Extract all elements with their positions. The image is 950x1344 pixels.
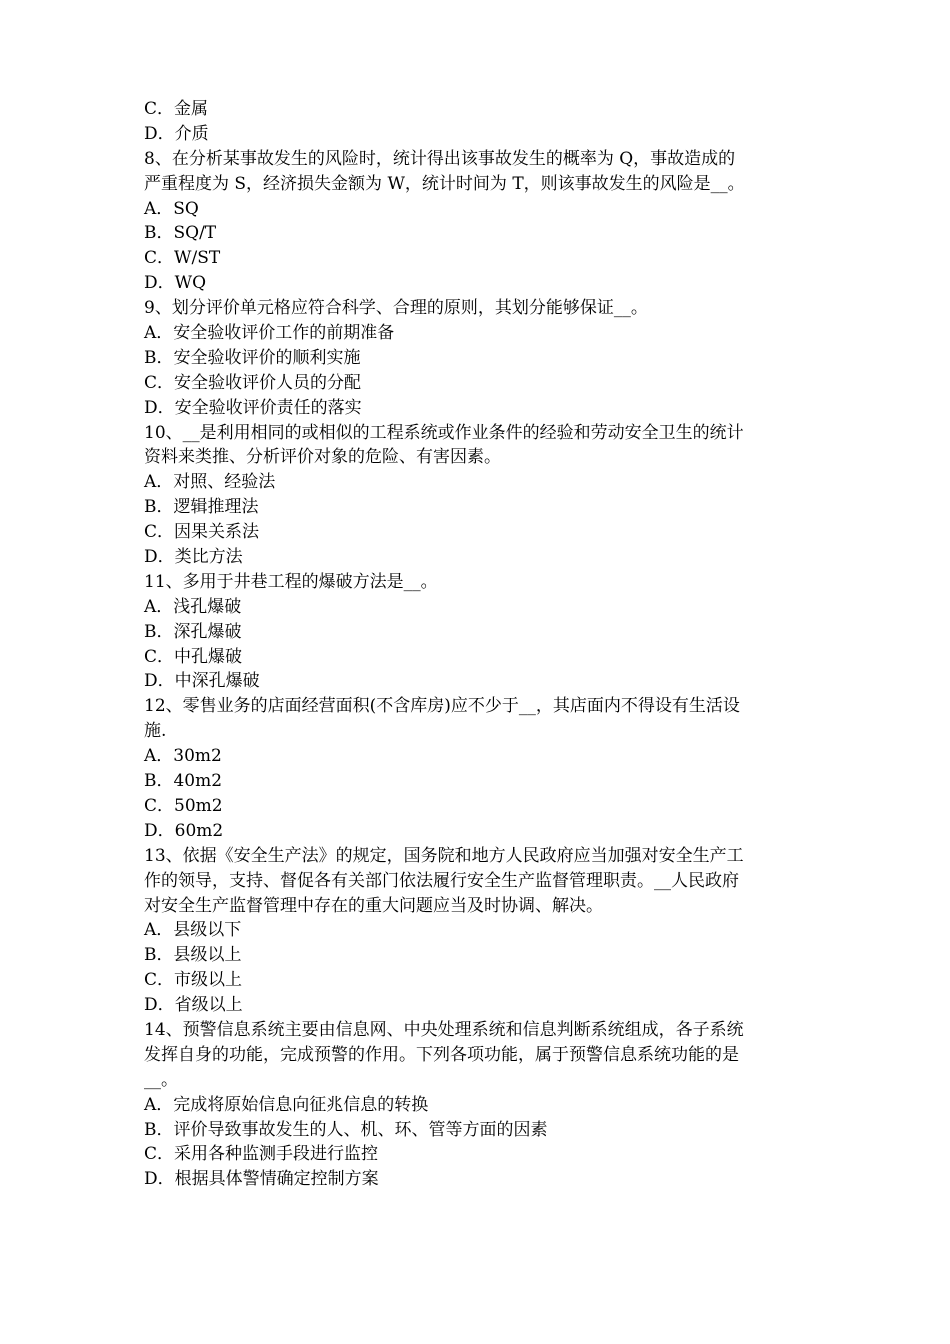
option-line: B．安全验收评价的顺利实施 xyxy=(144,347,361,368)
option-line: A．SQ xyxy=(144,198,199,219)
option-line: A．浅孔爆破 xyxy=(144,596,242,617)
option-line: C．因果关系法 xyxy=(144,522,260,543)
option-line: A．安全验收评价工作的前期准备 xyxy=(144,323,395,344)
option-line: C．50m2 xyxy=(144,795,223,816)
question-line: 12、零售业务的店面经营面积(不含库房)应不少于__，其店面内不得设有生活设 xyxy=(144,696,740,717)
option-line: D．安全验收评价责任的落实 xyxy=(144,397,362,418)
option-line: D．省级以上 xyxy=(144,995,243,1016)
question-line: 14、预警信息系统主要由信息网、中央处理系统和信息判断系统组成，各子系统 xyxy=(144,1019,744,1040)
option-line: D．类比方法 xyxy=(144,547,243,568)
question-line: 对安全生产监督管理中存在的重大问题应当及时协调、解决。 xyxy=(144,895,603,916)
option-line: A．县级以下 xyxy=(144,920,242,941)
option-line: B．评价导致事故发生的人、机、环、管等方面的因素 xyxy=(144,1119,548,1140)
question-line: 作的领导，支持、督促各有关部门依法履行安全生产监督管理职责。__人民政府 xyxy=(144,870,739,891)
option-line: B．SQ/T xyxy=(144,223,217,244)
option-line: C．采用各种监测手段进行监控 xyxy=(144,1144,379,1165)
option-line: A．对照、经验法 xyxy=(144,472,276,493)
option-line: D．60m2 xyxy=(144,820,224,841)
option-line: B．逻辑推理法 xyxy=(144,497,259,518)
option-line: D．中深孔爆破 xyxy=(144,671,260,692)
question-line: 严重程度为 S，经济损失金额为 W，统计时间为 T，则该事故发生的风险是__。 xyxy=(144,173,745,194)
option-line: D．WQ xyxy=(144,273,207,294)
option-line: A．30m2 xyxy=(144,746,222,767)
question-line: 8、在分析某事故发生的风险时，统计得出该事故发生的概率为 Q，事故造成的 xyxy=(144,148,736,169)
question-line: 11、多用于井巷工程的爆破方法是__。 xyxy=(144,571,438,592)
document-page xyxy=(144,97,824,1192)
question-line: __。 xyxy=(144,1069,178,1090)
option-line: D．根据具体警情确定控制方案 xyxy=(144,1169,379,1190)
question-line: 10、__是利用相同的或相似的工程系统或作业条件的经验和劳动安全卫生的统计 xyxy=(144,422,744,443)
option-line: B．40m2 xyxy=(144,771,223,792)
question-line: 13、依据《安全生产法》的规定，国务院和地方人民政府应当加强对安全生产工 xyxy=(144,845,744,866)
option-line: D．介质 xyxy=(144,123,209,144)
option-line: C．金属 xyxy=(144,99,209,119)
option-line: B．深孔爆破 xyxy=(144,621,242,642)
question-line: 资料来类推、分析评价对象的危险、有害因素。 xyxy=(144,447,501,468)
option-line: C．市级以上 xyxy=(144,970,243,991)
option-line: C．中孔爆破 xyxy=(144,646,243,667)
question-line: 发挥自身的功能，完成预警的作用。下列各项功能，属于预警信息系统功能的是 xyxy=(144,1044,739,1065)
option-line: A．完成将原始信息向征兆信息的转换 xyxy=(144,1094,429,1115)
question-line: 施. xyxy=(144,721,167,742)
question-line: 9、划分评价单元格应符合科学、合理的原则，其划分能够保证__。 xyxy=(144,298,648,319)
option-line: C．安全验收评价人员的分配 xyxy=(144,372,362,393)
option-line: B．县级以上 xyxy=(144,945,242,966)
option-line: C．W/ST xyxy=(144,248,221,269)
